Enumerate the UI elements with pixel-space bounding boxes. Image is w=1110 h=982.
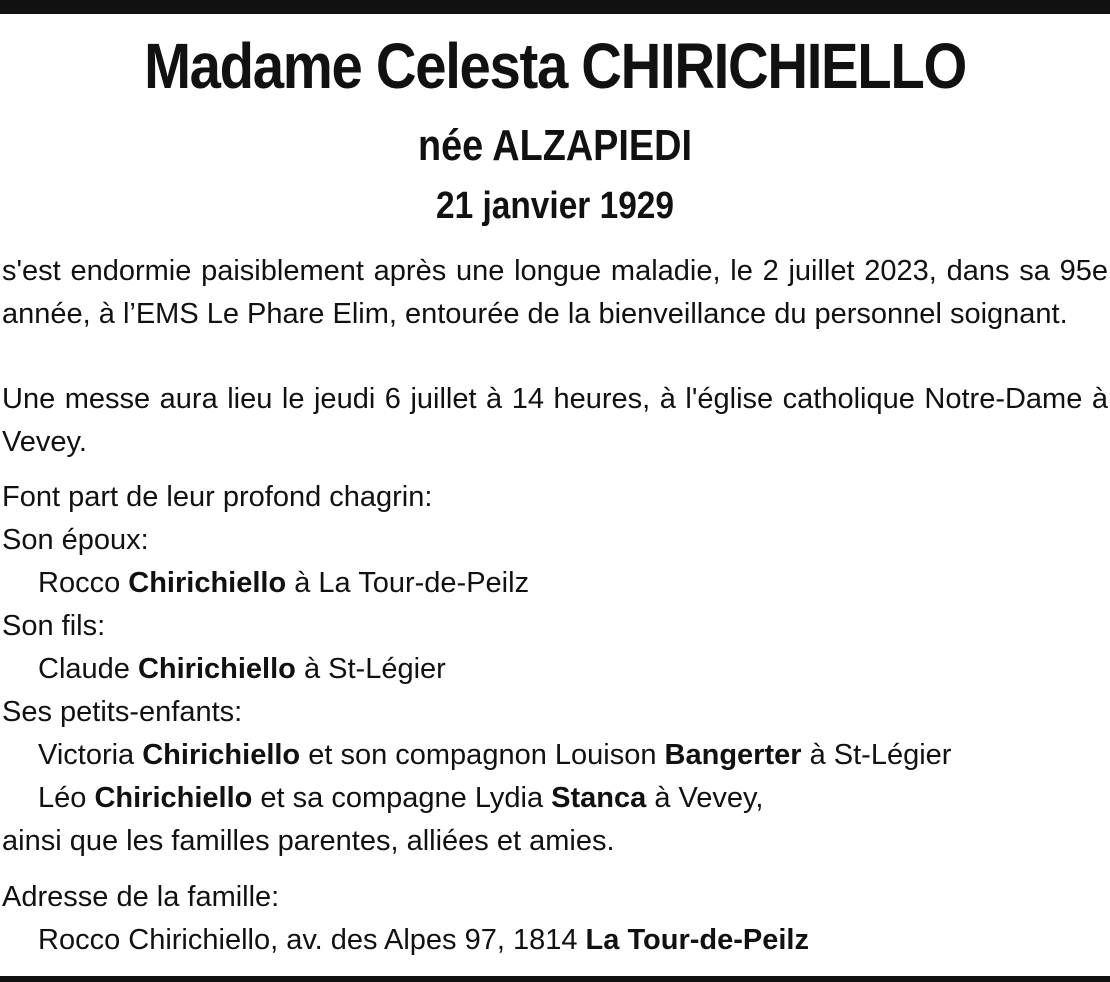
maiden-name: née ALZAPIEDI <box>417 121 693 170</box>
son-entry <box>38 648 446 691</box>
address-street: Rocco Chirichiello, av. des Alpes 97, 1814 <box>38 924 586 956</box>
grandchild-first-name: Léo <box>38 782 95 814</box>
grandchildren-label: Ses petits-enfants: <box>2 696 243 728</box>
grandchild-last-name: Chirichiello <box>94 782 253 814</box>
birth-date: 21 janvier 1929 <box>436 185 674 227</box>
son-label: Son fils: <box>2 610 106 642</box>
spouse-location: à La Tour-de-Peilz <box>286 567 530 599</box>
family-address <box>38 919 809 962</box>
family-intro: Font part de leur profond chagrin: <box>2 481 433 513</box>
grandchild-entry <box>38 777 763 820</box>
partner-text: et sa compagne Lydia <box>252 782 552 814</box>
spouse-label: Son époux: <box>2 524 149 556</box>
son-location: à St-Légier <box>295 653 446 685</box>
bottom-rule <box>0 976 1110 982</box>
spouse-first-name: Rocco <box>38 567 129 599</box>
grandchild-entry <box>38 734 951 777</box>
family-closing: ainsi que les familles parentes, alliées et amies. <box>2 825 615 857</box>
son-first-name: Claude <box>38 653 138 685</box>
spouse-last-name: Chirichiello <box>128 567 287 599</box>
grandchild-location: à St-Légier <box>801 739 952 771</box>
address-city: La Tour-de-Peilz <box>585 924 809 956</box>
spouse-entry <box>38 562 529 605</box>
partner-last-name: Stanca <box>551 782 647 814</box>
partner-text: et son compagnon Louison <box>300 739 665 771</box>
address-label: Adresse de la famille: <box>2 881 280 913</box>
grandchild-last-name: Chirichiello <box>142 739 301 771</box>
mass-paragraph: Une messe aura lieu le jeudi 6 juillet à 14 heures, à l'église catholique Notre-Dame à Vevey. <box>2 383 1108 458</box>
grandchild-first-name: Victoria <box>38 739 143 771</box>
son-last-name: Chirichiello <box>137 653 296 685</box>
top-rule <box>0 0 1110 14</box>
deceased-name: Madame Celesta CHIRICHIELLO <box>144 30 966 102</box>
partner-last-name: Bangerter <box>664 739 802 771</box>
announcement-paragraph: s'est endormie paisiblement après une longue maladie, le 2 juillet 2023, dans sa 95e année, à l’EMS Le Phare Elim, entourée de la bienveillance du personnel soignant. <box>2 255 1108 330</box>
grandchild-location: à Vevey, <box>646 782 764 814</box>
